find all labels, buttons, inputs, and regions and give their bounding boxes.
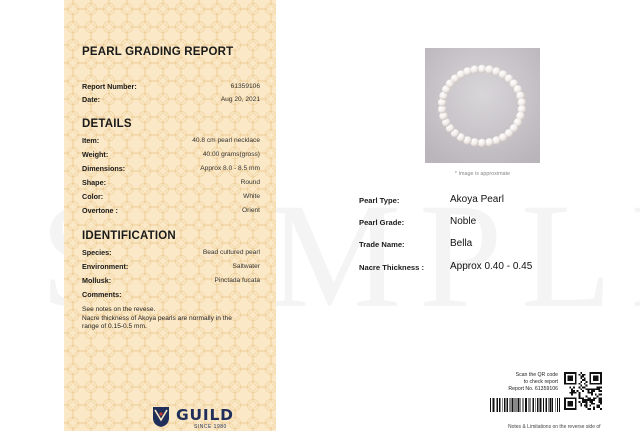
pearl-bead bbox=[485, 65, 493, 73]
pearl-necklace-image bbox=[425, 48, 540, 163]
pearl-bead bbox=[478, 65, 486, 73]
pearl-type-label: Pearl Type: bbox=[359, 196, 400, 205]
identification-value: Bead cultured pearl bbox=[202, 249, 260, 256]
identification-heading: IDENTIFICATION bbox=[82, 230, 176, 242]
identification-row bbox=[82, 289, 260, 301]
note-line: range of 0.15-0.5 mm. bbox=[82, 323, 147, 331]
pearl-grade-row bbox=[359, 216, 559, 232]
identification-row bbox=[82, 247, 260, 259]
identification-label: Mollusk: bbox=[82, 276, 112, 285]
report-title: PEARL GRADING REPORT bbox=[82, 46, 234, 58]
qr-line: Report No. 61359106 bbox=[508, 386, 558, 392]
report-notes bbox=[82, 306, 260, 332]
trade-name-value: Bella bbox=[450, 238, 473, 249]
qr-code[interactable] bbox=[564, 372, 602, 410]
identification-label: Comments: bbox=[82, 290, 122, 299]
barcode bbox=[490, 398, 560, 412]
identification-label: Environment: bbox=[82, 262, 129, 271]
qr-line: to check report bbox=[523, 379, 558, 385]
detail-value: Orient bbox=[242, 207, 260, 214]
identification-value: Pinctada fucata bbox=[214, 277, 260, 284]
qr-line: Scan the QR code bbox=[515, 372, 558, 378]
details-row bbox=[82, 177, 260, 189]
detail-value: White bbox=[243, 193, 260, 200]
footer-note: Notes & Limitations on the reverse side of bbox=[508, 424, 601, 430]
identification-value: Saltwater bbox=[232, 263, 260, 270]
image-caption: * Image is approximate bbox=[454, 171, 511, 177]
identification-row bbox=[82, 261, 260, 273]
pearl-necklace-photo bbox=[425, 48, 540, 163]
pearl-grade-value: Noble bbox=[450, 216, 477, 227]
detail-value: Approx 8.0 - 8.5 mm bbox=[200, 165, 260, 172]
detail-label: Item: bbox=[82, 136, 100, 145]
note-line: See notes on the revese. bbox=[82, 306, 156, 313]
pearl-bead bbox=[470, 138, 478, 146]
pearl-type-value: Akoya Pearl bbox=[450, 194, 504, 205]
qr-instructions bbox=[494, 372, 558, 393]
report-number-value: 61359106 bbox=[230, 83, 260, 90]
report-number-label: Report Number: bbox=[82, 82, 137, 91]
details-row bbox=[82, 191, 260, 203]
logo-name: GUILD bbox=[176, 406, 234, 424]
detail-label: Shape: bbox=[82, 178, 106, 187]
nacre-thickness-label: Nacre Thickness : bbox=[359, 263, 424, 272]
report-panel bbox=[64, 0, 276, 431]
nacre-thickness-value: Approx 0.40 - 0.45 bbox=[450, 261, 533, 272]
detail-label: Color: bbox=[82, 192, 104, 201]
details-row bbox=[82, 135, 260, 147]
detail-label: Dimensions: bbox=[82, 164, 126, 173]
pearl-type-row bbox=[359, 194, 559, 210]
detail-label: Weight: bbox=[82, 150, 109, 159]
identification-row bbox=[82, 275, 260, 287]
report-date-row bbox=[82, 94, 260, 106]
pearl-bead bbox=[470, 65, 478, 73]
pearl-bead bbox=[485, 138, 493, 146]
detail-value: 40.8 cm pearl necklace bbox=[192, 137, 260, 144]
detail-value: Round bbox=[240, 179, 260, 186]
detail-label: Overtone : bbox=[82, 206, 118, 215]
nacre-thickness-row bbox=[359, 261, 559, 277]
report-date-label: Date: bbox=[82, 95, 100, 104]
trade-name-row bbox=[359, 238, 559, 254]
pearl-bead bbox=[492, 136, 500, 144]
pearl-grade-label: Pearl Grade: bbox=[359, 218, 405, 227]
logo-since: SINCE 1980 bbox=[194, 424, 227, 430]
pearl-bead bbox=[478, 139, 486, 147]
details-row bbox=[82, 163, 260, 175]
trade-name-label: Trade Name: bbox=[359, 240, 405, 249]
pearl-bead bbox=[463, 67, 471, 75]
details-heading: DETAILS bbox=[82, 118, 132, 130]
guild-logo bbox=[152, 406, 242, 428]
details-row bbox=[82, 205, 260, 217]
detail-value: 40.00 grams(gross) bbox=[202, 151, 260, 158]
shield-icon bbox=[152, 406, 170, 428]
report-date-value: Aug 20, 2021 bbox=[220, 96, 260, 103]
identification-label: Species: bbox=[82, 248, 112, 257]
report-number-row bbox=[82, 81, 260, 93]
details-row bbox=[82, 149, 260, 161]
note-line: Nacre thickness of Akoya pearls are normally in the bbox=[82, 314, 232, 322]
